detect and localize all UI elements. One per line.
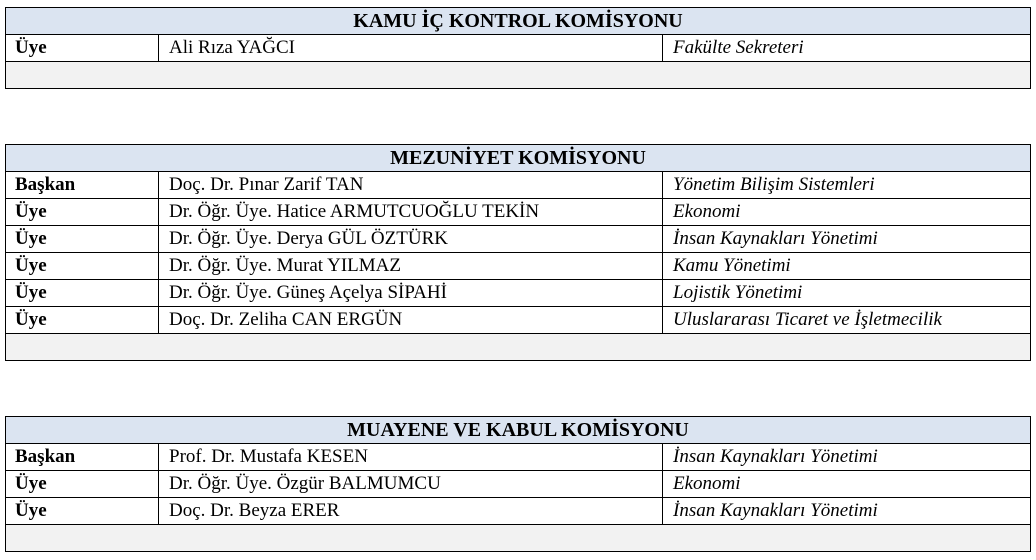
member-name: Dr. Öğr. Üye. Derya GÜL ÖZTÜRK	[159, 226, 663, 253]
empty-row	[6, 62, 1031, 89]
member-department: Ekonomi	[663, 471, 1031, 498]
member-name: Ali Rıza YAĞCI	[159, 35, 663, 62]
table-row	[6, 280, 1031, 307]
member-name: Doç. Dr. Pınar Zarif TAN	[159, 172, 663, 199]
member-name: Doç. Dr. Beyza ERER	[159, 498, 663, 525]
member-role: Üye	[6, 280, 159, 307]
member-role: Üye	[6, 226, 159, 253]
member-role: Üye	[6, 471, 159, 498]
committee-title: MEZUNİYET KOMİSYONU	[6, 145, 1031, 172]
member-role: Başkan	[6, 444, 159, 471]
member-department: Kamu Yönetimi	[663, 253, 1031, 280]
committee-table-mezuniyet	[5, 144, 1030, 361]
committee-title: MUAYENE VE KABUL KOMİSYONU	[6, 417, 1031, 444]
table-row	[6, 498, 1031, 525]
table-row	[6, 253, 1031, 280]
table-row	[6, 471, 1031, 498]
empty-row	[6, 334, 1031, 361]
member-name: Dr. Öğr. Üye. Hatice ARMUTCUOĞLU TEKİN	[159, 199, 663, 226]
table-row	[6, 172, 1031, 199]
member-department: İnsan Kaynakları Yönetimi	[663, 444, 1031, 471]
table-row	[6, 226, 1031, 253]
member-name: Doç. Dr. Zeliha CAN ERGÜN	[159, 307, 663, 334]
table-row	[6, 35, 1031, 62]
member-department: Yönetim Bilişim Sistemleri	[663, 172, 1031, 199]
table-row	[6, 444, 1031, 471]
committee-table-kamu-ic-kontrol	[5, 7, 1030, 89]
member-department: Uluslararası Ticaret ve İşletmecilik	[663, 307, 1031, 334]
table-row	[6, 307, 1031, 334]
member-name: Dr. Öğr. Üye. Güneş Açelya SİPAHİ	[159, 280, 663, 307]
member-role: Üye	[6, 253, 159, 280]
table-row	[6, 199, 1031, 226]
member-name: Dr. Öğr. Üye. Özgür BALMUMCU	[159, 471, 663, 498]
member-department: Lojistik Yönetimi	[663, 280, 1031, 307]
member-role: Üye	[6, 199, 159, 226]
member-department: Fakülte Sekreteri	[663, 35, 1031, 62]
empty-row	[6, 525, 1031, 552]
member-department: İnsan Kaynakları Yönetimi	[663, 498, 1031, 525]
member-role: Üye	[6, 35, 159, 62]
member-department: İnsan Kaynakları Yönetimi	[663, 226, 1031, 253]
committee-table-muayene-kabul	[5, 416, 1030, 552]
member-name: Prof. Dr. Mustafa KESEN	[159, 444, 663, 471]
member-department: Ekonomi	[663, 199, 1031, 226]
member-role: Başkan	[6, 172, 159, 199]
member-role: Üye	[6, 307, 159, 334]
committee-title: KAMU İÇ KONTROL KOMİSYONU	[6, 8, 1031, 35]
member-name: Dr. Öğr. Üye. Murat YILMAZ	[159, 253, 663, 280]
member-role: Üye	[6, 498, 159, 525]
